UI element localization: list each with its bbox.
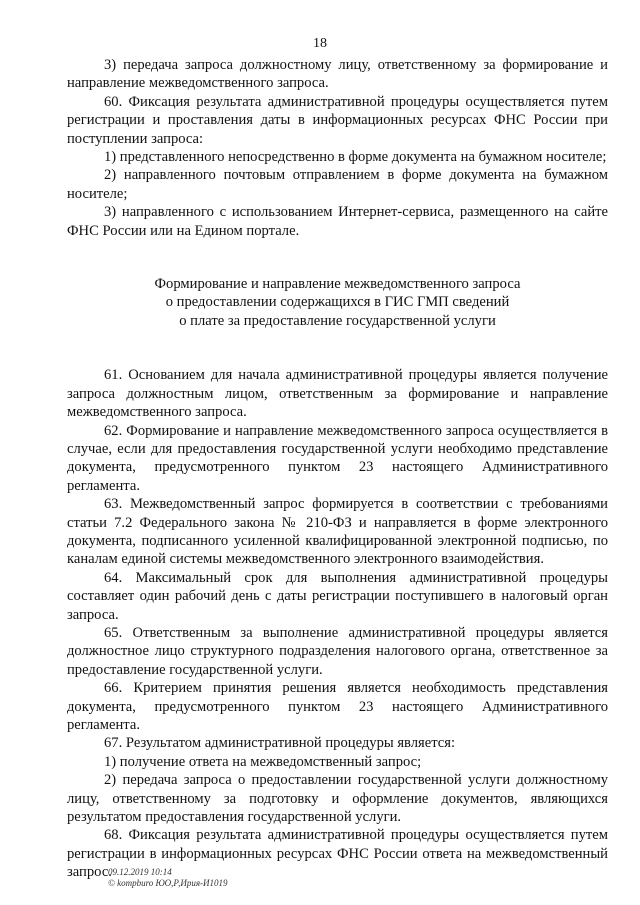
paragraph: 66. Критерием принятия решения является необходимость представления документа, предусмотренного пунктом 23 настоящего Административного регламента. xyxy=(67,680,608,733)
section-heading-line: Формирование и направление межведомственного запроса xyxy=(154,276,521,293)
paragraph: 2) направленного почтовым отправлением в форме документа на бумажном носителе; xyxy=(67,167,608,202)
paragraph: 1) представленного непосредственно в форме документа на бумажном носителе; xyxy=(104,149,607,166)
paragraph: 2) передача запроса о предоставлении государственной услуги должностному лицу, ответственному за подготовку и оформление документов, являющихся результатом предоставления государственной услуги. xyxy=(67,772,608,826)
paragraph: 3) передача запроса должностному лицу, ответственному за формирование и направление межведомственного запроса. xyxy=(67,57,608,92)
section-heading-line: о предоставлении содержащихся в ГИС ГМП сведений xyxy=(165,294,510,311)
paragraph: 67. Результатом административной процедуры является: xyxy=(104,735,456,752)
paragraph: 65. Ответственным за выполнение административной процедуры является должностное лицо структурного подразделения налогового органа, ответственное за предоставление государственной услуги. xyxy=(67,624,608,678)
paragraph: 3) направленного с использованием Интернет-сервиса, размещенного на сайте ФНС России или на Едином портале. xyxy=(67,204,608,239)
paragraph: 63. Межведомственный запрос формируется в соответствии с требованиями статьи 7.2 Федерального закона № 210-ФЗ и направляется в форме электронного документа, подписанного усиленной квалифицированной электронной подписью, по каналам единой системы межведомственного электронного взаимодействия. xyxy=(67,496,608,568)
paragraph: 62. Формирование и направление межведомственного запроса осуществляется в случае, если для предоставления государственной услуги необходимо представление документа, предусмотренного пунктом 23 настоящего Административного регламента. xyxy=(67,422,608,494)
page-number: 18 xyxy=(313,36,327,51)
footer-timestamp: 09.12.2019 10:14 xyxy=(108,867,172,877)
paragraph: 64. Максимальный срок для выполнения административной процедуры составляет один рабочий день с даты регистрации поступившего в налоговый орган запроса. xyxy=(67,569,608,623)
paragraph: 68. Фиксация результата административной процедуры осуществляется путем регистрации в информационных ресурсах ФНС России ответа на межведомственный запрос. xyxy=(67,827,608,881)
footer-source: © kompburo ЮО,Р,Ирия-И1019 xyxy=(108,878,228,888)
paragraph: 1) получение ответа на межведомственный запрос; xyxy=(104,753,422,770)
paragraph: 60. Фиксация результата административной процедуры осуществляется путем регистрации и проставления даты в информационных ресурсах ФНС России при поступлении запроса: xyxy=(67,93,608,147)
footer-stamp xyxy=(108,867,228,889)
paragraph: 61. Основанием для начала административной процедуры является получение запроса должностным лицом, ответственным за формирование и направление межведомственного запроса. xyxy=(67,367,608,421)
section-heading xyxy=(67,275,608,330)
section-heading-line: о плате за предоставление государственной услуги xyxy=(179,312,496,329)
document-body xyxy=(67,56,608,882)
